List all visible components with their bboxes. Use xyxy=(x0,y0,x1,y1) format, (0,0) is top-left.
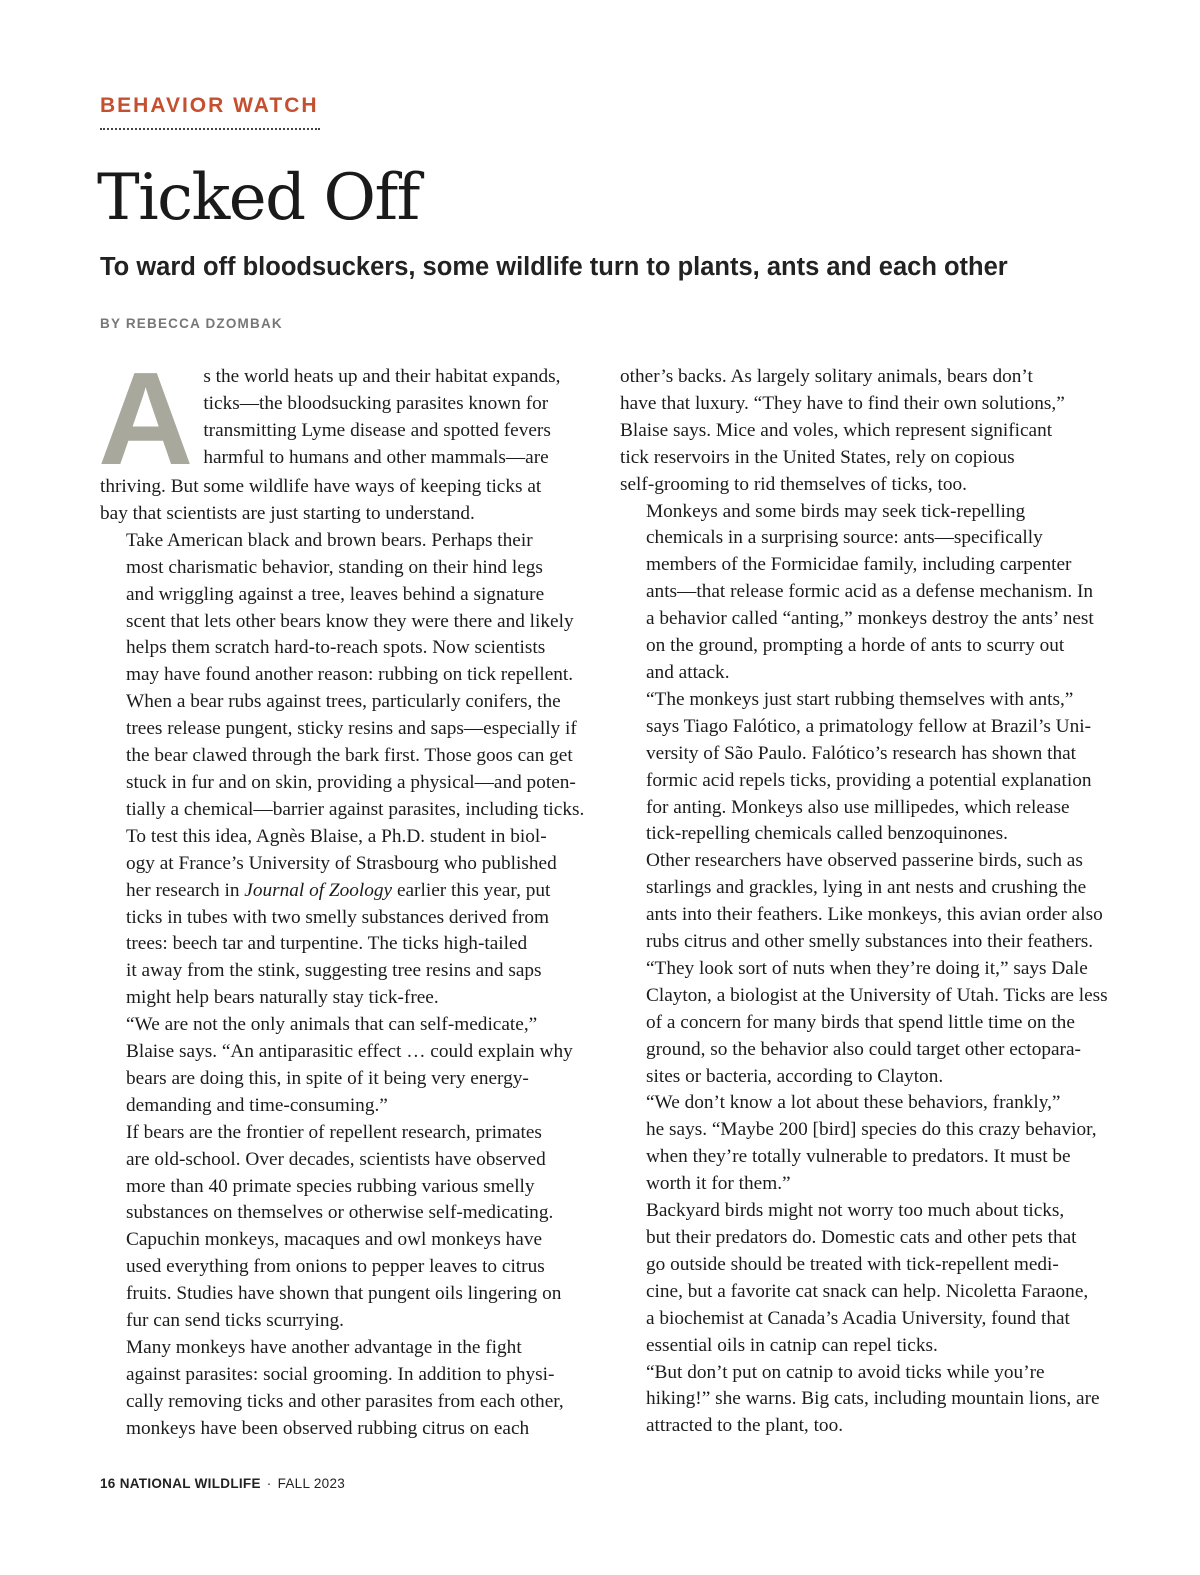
text-line: and wriggling against a tree, leaves behind a signature xyxy=(126,583,545,605)
text-line xyxy=(100,878,590,905)
text-line: rubs citrus and other smelly substances into their feathers. xyxy=(646,931,1094,953)
text-line: more than 40 primate species rubbing various smelly xyxy=(126,1175,535,1197)
text-line: To test this idea, Agnès Blaise, a Ph.D. student in biol- xyxy=(126,825,547,847)
paragraph-11 xyxy=(620,848,1112,956)
text-line: “They look sort of nuts when they’re doing it,” says Dale xyxy=(646,957,1088,979)
text-line: used everything from onions to pepper leaves to citrus xyxy=(126,1256,545,1278)
paragraph-15 xyxy=(620,1360,1112,1441)
footer-separator: · xyxy=(266,1476,272,1491)
text-line: a biochemist at Canada’s Acadia University, found that xyxy=(646,1307,1070,1329)
text-line: helps them scratch hard-to-reach spots. Now scientists xyxy=(126,637,546,659)
text-line: substances on themselves or otherwise self-medicating. xyxy=(126,1202,554,1224)
text-line: stuck in fur and on skin, providing a physical—and poten- xyxy=(126,771,576,793)
text-line: tick reservoirs in the United States, rely on copious xyxy=(620,446,1015,468)
article-title: Ticked Off xyxy=(97,161,419,235)
text-line: Capuchin monkeys, macaques and owl monkeys have xyxy=(126,1229,543,1251)
text-line: says Tiago Falótico, a primatology fellow at Brazil’s Uni- xyxy=(646,715,1092,737)
text-line: trees: beech tar and turpentine. The ticks high-tailed xyxy=(126,933,528,955)
text-line: transmitting Lyme disease and spotted fevers xyxy=(203,419,551,441)
text-line: demanding and time-consuming.” xyxy=(126,1094,388,1116)
text-line: “The monkeys just start rubbing themselves with ants,” xyxy=(646,688,1074,710)
text-line: Take American black and brown bears. Perhaps their xyxy=(126,529,533,551)
paragraph-13 xyxy=(620,1090,1112,1198)
page-number: 16 xyxy=(100,1476,116,1491)
byline: BY REBECCA DZOMBAK xyxy=(100,316,283,331)
text-line: starlings and grackles, lying in ant nests and crushing the xyxy=(646,877,1087,899)
text-line: s the world heats up and their habitat expands, xyxy=(203,366,561,387)
text-line: cine, but a favorite cat snack can help. Nicoletta Faraone, xyxy=(646,1280,1089,1302)
text-line: ants into their feathers. Like monkeys, this avian order also xyxy=(646,904,1103,926)
text-line: ants—that release formic acid as a defense mechanism. In xyxy=(646,581,1094,603)
text-line: Clayton, a biologist at the University of Utah. Ticks are less xyxy=(646,984,1108,1006)
text-line: formic acid repels ticks, providing a potential explanation xyxy=(646,769,1092,791)
text-line: versity of São Paulo. Falótico’s research has shown that xyxy=(646,742,1076,764)
text-line: If bears are the frontier of repellent research, primates xyxy=(126,1121,542,1143)
text-line: he says. “Maybe 200 [bird] species do this crazy behavior, xyxy=(646,1119,1097,1141)
text-line: Blaise says. Mice and voles, which represent significant xyxy=(620,419,1053,441)
paragraph-12 xyxy=(620,956,1112,1091)
issue-date: FALL 2023 xyxy=(277,1476,346,1491)
paragraph-6 xyxy=(100,1120,590,1335)
text-line: essential oils in catnip can repel ticks. xyxy=(646,1334,938,1356)
section-label: BEHAVIOR WATCH xyxy=(100,94,319,117)
paragraph-1 xyxy=(98,345,590,528)
text-run: earlier this year, put xyxy=(392,879,551,901)
journal-title: Journal of Zoology xyxy=(244,879,393,901)
text-line: chemicals in a surprising source: ants—specifically xyxy=(646,527,1043,549)
text-line: ground, so the behavior also could target other ectopara- xyxy=(646,1038,1081,1060)
text-line: monkeys have been observed rubbing citrus on each xyxy=(126,1417,530,1439)
text-line: for anting. Monkeys also use millipedes, which release xyxy=(646,796,1070,818)
text-line: Other researchers have observed passerine birds, such as xyxy=(646,850,1083,872)
text-line: may have found another reason: rubbing on tick repellent. xyxy=(126,664,574,686)
paragraph-8 xyxy=(620,364,1112,499)
text-line: scent that lets other bears know they were there and likely xyxy=(126,610,574,632)
magazine-name: NATIONAL WILDLIFE xyxy=(119,1476,261,1491)
text-line: hiking!” she warns. Big cats, including mountain lions, are xyxy=(646,1388,1100,1410)
text-line: Many monkeys have another advantage in the fight xyxy=(126,1337,522,1358)
text-line: ticks in tubes with two smelly substances derived from xyxy=(126,906,550,928)
text-line: it away from the stink, suggesting tree resins and saps xyxy=(126,960,542,982)
text-line: members of the Formicidae family, including carpenter xyxy=(646,554,1072,576)
page-footer xyxy=(100,1476,345,1491)
text-line: bay that scientists are just starting to understand. xyxy=(100,502,475,524)
paragraph-5 xyxy=(100,1012,590,1120)
text-line: fur can send ticks scurrying. xyxy=(126,1310,344,1332)
text-line: most charismatic behavior, standing on their hind legs xyxy=(126,556,543,578)
text-line: attracted to the plant, too. xyxy=(646,1415,844,1437)
text-line: “We are not the only animals that can self-medicate,” xyxy=(126,1014,538,1036)
text-line: tick-repelling chemicals called benzoquinones. xyxy=(646,823,1008,845)
text-line: self-grooming to rid themselves of ticks, too. xyxy=(620,473,968,495)
paragraph-14 xyxy=(620,1198,1112,1359)
text-line: Blaise says. “An antiparasitic effect … could explain why xyxy=(126,1041,573,1063)
text-line: fruits. Studies have shown that pungent oils lingering on xyxy=(126,1283,562,1305)
text-line: Monkeys and some birds may seek tick-repelling xyxy=(646,500,1026,522)
text-line: when they’re totally vulnerable to predators. It must be xyxy=(646,1146,1071,1168)
text-run: her research in xyxy=(126,879,245,901)
text-line: the bear clawed through the bark first. Those goos can get xyxy=(126,745,573,767)
text-line: go outside should be treated with tick-repellent medi- xyxy=(646,1253,1059,1275)
dotted-divider xyxy=(100,128,320,130)
text-line: “But don’t put on catnip to avoid ticks while you’re xyxy=(646,1361,1045,1383)
body-column-right xyxy=(620,364,1112,1440)
text-line: have that luxury. “They have to find their own solutions,” xyxy=(620,392,1065,414)
paragraph-9 xyxy=(620,499,1112,687)
text-line: of a concern for many birds that spend little time on the xyxy=(646,1011,1075,1033)
paragraph-3 xyxy=(100,689,590,824)
paragraph-10 xyxy=(620,687,1112,848)
text-line: ogy at France’s University of Strasbourg who published xyxy=(126,852,557,874)
text-line: ticks—the bloodsucking parasites known for xyxy=(203,392,549,414)
text-line: against parasites: social grooming. In addition to physi- xyxy=(126,1363,555,1385)
text-line: Backyard birds might not worry too much about ticks, xyxy=(646,1200,1065,1222)
text-line: worth it for them.” xyxy=(646,1173,791,1195)
paragraph-2 xyxy=(100,528,590,689)
text-line: are old-school. Over decades, scientists have observed xyxy=(126,1148,546,1170)
text-line: sites or bacteria, according to Clayton. xyxy=(646,1065,944,1087)
text-line: thriving. But some wildlife have ways of keeping ticks at xyxy=(100,476,542,497)
paragraph-4 xyxy=(100,824,590,1012)
text-line: bears are doing this, in spite of it being very energy- xyxy=(126,1067,529,1089)
paragraph-7 xyxy=(100,1335,590,1443)
text-line: might help bears naturally stay tick-free. xyxy=(126,987,439,1009)
text-line: “We don’t know a lot about these behaviors, frankly,” xyxy=(646,1092,1061,1114)
article-dek: To ward off bloodsuckers, some wildlife turn to plants, ants and each other xyxy=(100,253,1008,281)
text-line: other’s backs. As largely solitary animals, bears don’t xyxy=(620,366,1033,387)
text-line: trees release pungent, sticky resins and saps—especially if xyxy=(126,718,577,740)
text-line: but their predators do. Domestic cats and other pets that xyxy=(646,1227,1077,1248)
body-column-left xyxy=(98,345,590,1443)
text-line: on the ground, prompting a horde of ants to scurry out xyxy=(646,635,1065,657)
text-line: tially a chemical—barrier against parasites, including ticks. xyxy=(126,798,585,820)
text-line: When a bear rubs against trees, particularly conifers, the xyxy=(126,691,561,713)
drop-cap: A xyxy=(98,345,194,492)
text-line: a behavior called “anting,” monkeys destroy the ants’ nest xyxy=(646,608,1094,630)
text-line: cally removing ticks and other parasites from each other, xyxy=(126,1390,564,1412)
text-line: harmful to humans and other mammals—are xyxy=(203,446,549,468)
text-line: and attack. xyxy=(646,661,730,683)
